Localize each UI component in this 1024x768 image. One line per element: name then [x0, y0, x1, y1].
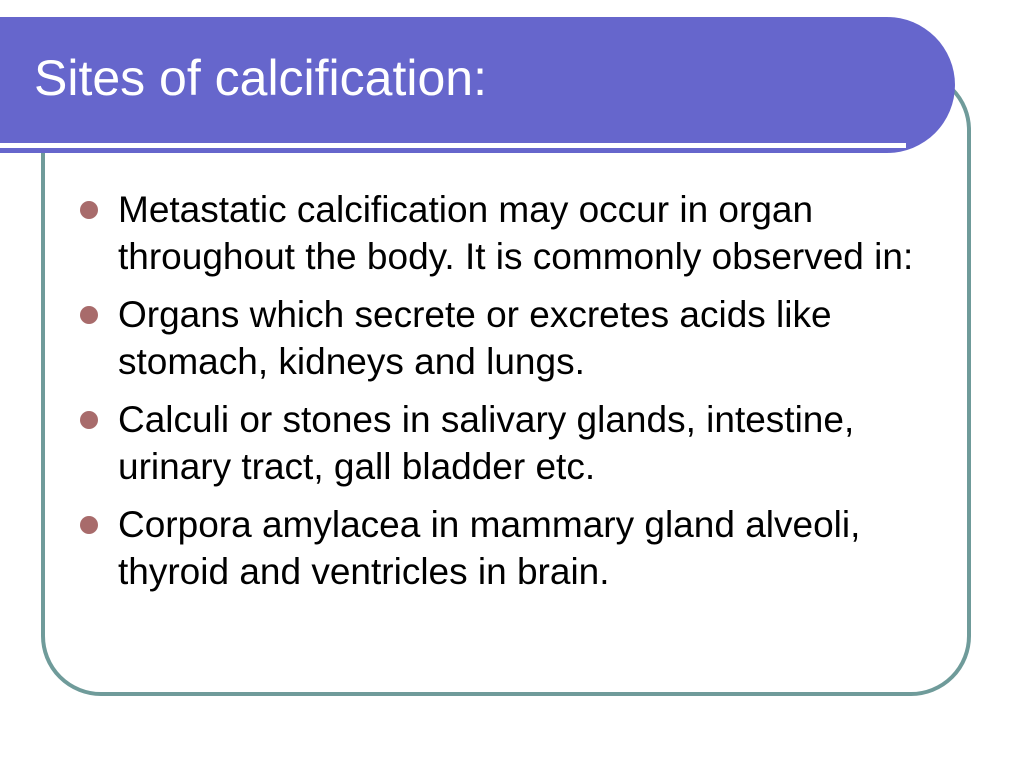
bullet-text: Organs which secrete or excretes acids like stomach, kidneys and lungs. — [118, 294, 832, 382]
bullet-dot-icon — [80, 201, 98, 219]
title-underline — [0, 143, 906, 148]
bullet-dot-icon — [80, 306, 98, 324]
bullet-item — [78, 396, 958, 490]
bullet-text: Metastatic calcification may occur in organ throughout the body. It is commonly observed in: — [118, 189, 914, 277]
bullet-list — [78, 186, 958, 606]
slide-title: Sites of calcification: — [34, 50, 487, 106]
bullet-dot-icon — [80, 411, 98, 429]
bullet-dot-icon — [80, 516, 98, 534]
bullet-item — [78, 186, 958, 280]
bullet-text: Calculi or stones in salivary glands, intestine, urinary tract, gall bladder etc. — [118, 399, 855, 487]
bullet-text: Corpora amylacea in mammary gland alveoli, thyroid and ventricles in brain. — [118, 504, 861, 592]
bullet-item — [78, 501, 958, 595]
bullet-item — [78, 291, 958, 385]
